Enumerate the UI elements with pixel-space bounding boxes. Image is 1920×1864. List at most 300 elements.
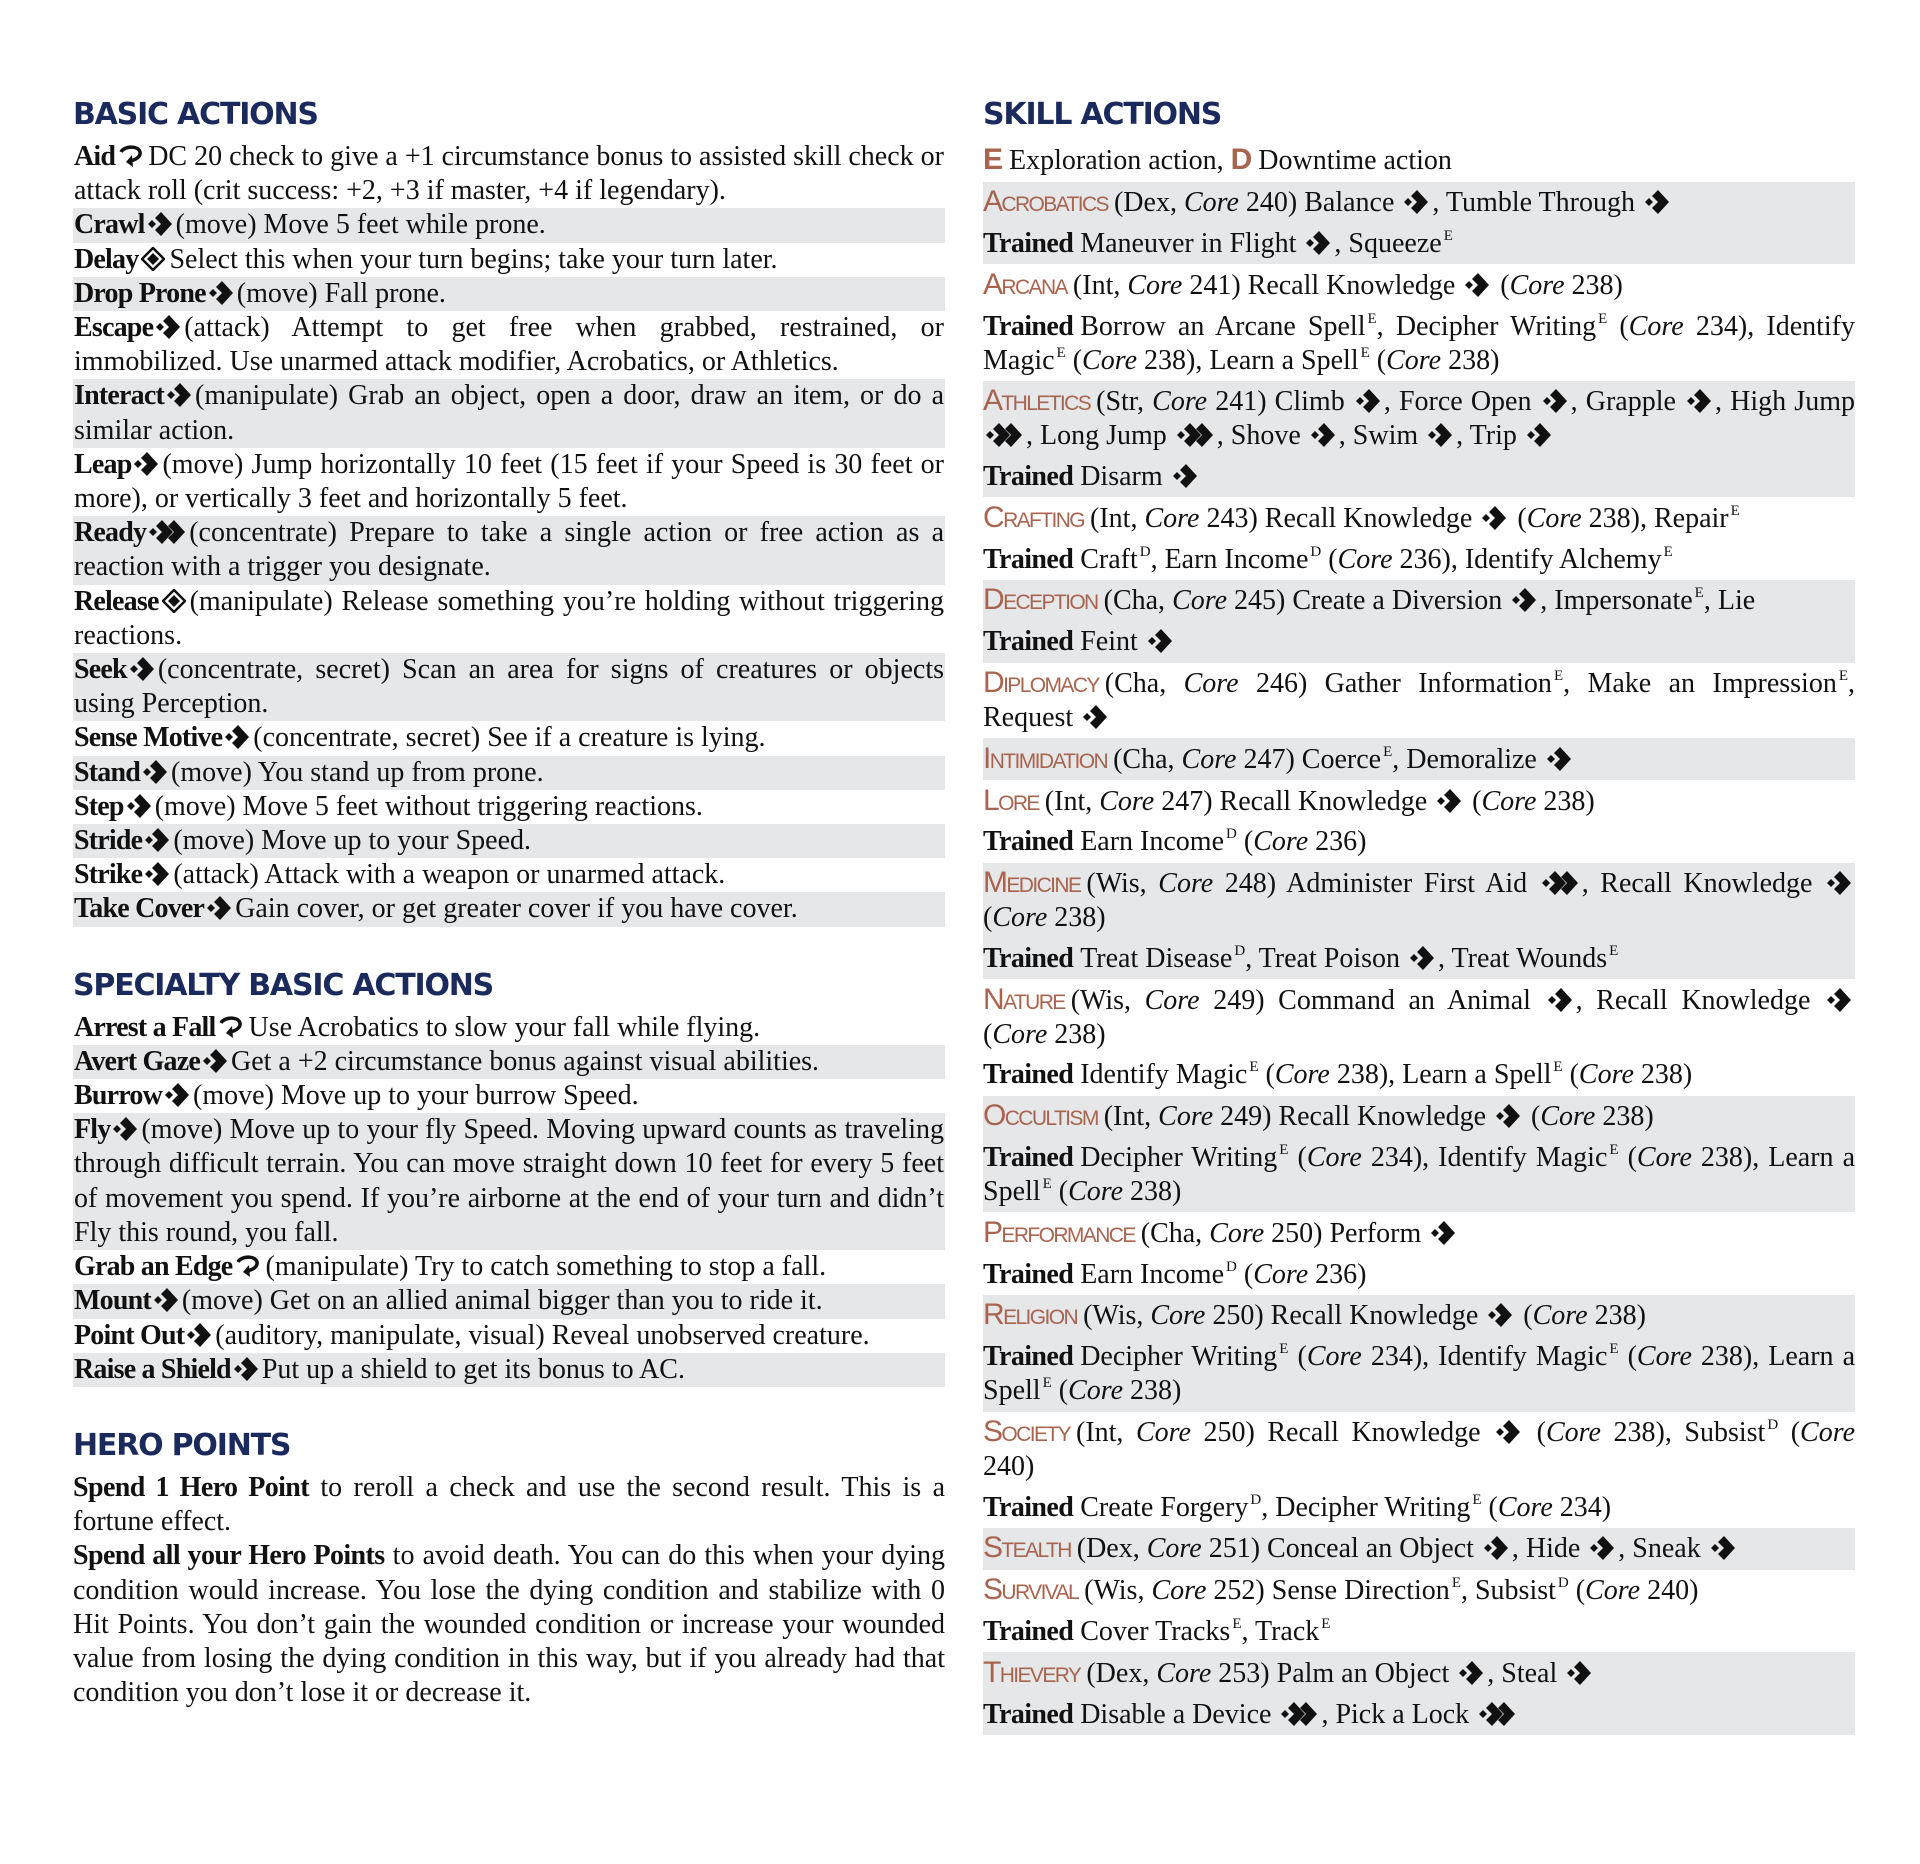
skill-name: Lore bbox=[983, 783, 1039, 817]
skill-deception bbox=[983, 580, 1855, 663]
book-reference: Core bbox=[1337, 543, 1393, 575]
action-description: (move) You stand up from prone. bbox=[171, 756, 544, 788]
book-reference: Core bbox=[1068, 1375, 1124, 1407]
action-name: Sense Motive bbox=[74, 722, 223, 754]
text-segment: (Dex, bbox=[1113, 187, 1184, 219]
text-segment: , Force Open bbox=[1383, 386, 1540, 418]
text-segment: , Recall Knowledge bbox=[1575, 984, 1825, 1016]
book-reference: Core bbox=[1181, 743, 1237, 775]
exploration-marker: E bbox=[1056, 344, 1066, 361]
text-segment: 240) bbox=[1640, 1575, 1699, 1607]
hero-point-rule bbox=[73, 1539, 945, 1710]
skill-name: Performance bbox=[983, 1215, 1135, 1249]
one-action-icon bbox=[1547, 747, 1571, 771]
hero-point-rule bbox=[73, 1471, 945, 1539]
trained-label: Trained bbox=[983, 1142, 1074, 1174]
action-entry bbox=[73, 824, 945, 858]
text-segment: 240) bbox=[983, 1450, 1035, 1482]
skill-name: Deception bbox=[983, 583, 1098, 617]
skill-name: Medicine bbox=[983, 866, 1081, 900]
text-segment: , Subsist bbox=[1460, 1575, 1556, 1607]
exploration-marker: E bbox=[1694, 585, 1704, 602]
text-segment: ( bbox=[1321, 543, 1338, 575]
book-reference: Core bbox=[1183, 187, 1239, 219]
book-reference: Core bbox=[1585, 1575, 1641, 1607]
text-segment: ( bbox=[1524, 1416, 1546, 1448]
one-action-icon bbox=[1496, 1420, 1520, 1444]
skill-name: Crafting bbox=[983, 500, 1085, 534]
text-segment: ( bbox=[1618, 1341, 1637, 1373]
text-segment: 238) bbox=[1595, 1101, 1654, 1133]
text-segment: , Pick a Lock bbox=[1321, 1698, 1477, 1730]
text-segment: 238) bbox=[1123, 1176, 1182, 1208]
exploration-marker: E bbox=[1279, 1341, 1289, 1358]
text-segment: 241) Climb bbox=[1207, 386, 1353, 418]
action-name: Delay bbox=[74, 243, 139, 275]
text-segment: (Wis, bbox=[1084, 1575, 1152, 1607]
exploration-marker: E bbox=[1451, 1575, 1461, 1592]
text-segment: , Grapple bbox=[1570, 386, 1685, 418]
text-segment: , Make an Impression bbox=[1563, 667, 1837, 699]
action-description: Use Acrobatics to slow your fall while flying. bbox=[248, 1011, 761, 1043]
skill-religion bbox=[983, 1295, 1855, 1412]
one-action-icon bbox=[156, 315, 180, 339]
text-segment: ( bbox=[983, 902, 993, 934]
text-segment: , Steal bbox=[1487, 1657, 1565, 1689]
hero-points-section bbox=[73, 1471, 945, 1710]
book-reference: Core bbox=[1636, 1341, 1692, 1373]
text-segment: ( bbox=[1778, 1416, 1801, 1448]
text-segment: 243) Recall Knowledge bbox=[1199, 502, 1480, 534]
action-name: Grab an Edge bbox=[74, 1251, 233, 1283]
action-entry bbox=[73, 379, 945, 447]
text-segment: ( bbox=[983, 1018, 993, 1050]
trained-line bbox=[983, 822, 1855, 863]
book-reference: Core bbox=[992, 1018, 1048, 1050]
text-segment: (Cha, bbox=[1103, 585, 1173, 617]
text-segment: (Int, bbox=[1076, 1416, 1136, 1448]
text-segment: , Treat Wounds bbox=[1438, 942, 1608, 974]
action-entry bbox=[73, 1045, 945, 1079]
text-segment: Treat Disease bbox=[1080, 942, 1233, 974]
trained-label: Trained bbox=[983, 227, 1074, 259]
skill-name: Religion bbox=[983, 1298, 1078, 1332]
skill-name: Stealth bbox=[983, 1531, 1071, 1565]
text-segment: ( bbox=[1510, 502, 1527, 534]
action-description: Get a +2 circumstance bonus against visual abilities. bbox=[230, 1045, 820, 1077]
book-reference: Core bbox=[1540, 1101, 1596, 1133]
book-reference: Core bbox=[1526, 502, 1582, 534]
text-segment: 241) Recall Knowledge bbox=[1182, 269, 1463, 301]
text-segment: 238) bbox=[1633, 1059, 1693, 1091]
text-segment: 248) Administer First Aid bbox=[1213, 868, 1539, 900]
action-description: (move) Move 5 feet while prone. bbox=[175, 209, 546, 241]
book-reference: Core bbox=[1172, 585, 1228, 617]
reaction-icon bbox=[235, 1254, 261, 1278]
action-description: (concentrate, secret) Scan an area for signs of creatures or objects using Perception. bbox=[74, 654, 944, 720]
action-entry bbox=[73, 653, 945, 721]
one-action-icon bbox=[1543, 389, 1567, 413]
skill-thievery bbox=[983, 1652, 1855, 1735]
hero-rule-lead: Spend all your Hero Points bbox=[73, 1540, 385, 1572]
skill-legend bbox=[983, 140, 1855, 182]
skill-line bbox=[983, 1295, 1855, 1337]
action-entry bbox=[73, 721, 945, 755]
skill-line bbox=[983, 580, 1855, 622]
downtime-marker: D bbox=[1250, 1491, 1262, 1508]
exploration-marker: E bbox=[1443, 227, 1453, 244]
exploration-letter: E bbox=[983, 143, 1004, 177]
text-segment: 238), Learn a Spell bbox=[983, 1142, 1855, 1208]
skill-line bbox=[983, 1528, 1855, 1570]
action-description: (concentrate) Prepare to take a single action or free action as a reaction with a trigger you designate. bbox=[74, 517, 944, 583]
exploration-marker: E bbox=[1249, 1059, 1259, 1076]
text-segment: ( bbox=[1516, 1300, 1533, 1332]
skill-crafting bbox=[983, 497, 1855, 580]
action-name: Mount bbox=[74, 1285, 151, 1317]
downtime-marker: D bbox=[1139, 543, 1151, 560]
action-description: (move) Get on an allied animal bigger than you to ride it. bbox=[181, 1285, 823, 1317]
text-segment: 246) Gather Information bbox=[1238, 667, 1552, 699]
trained-line bbox=[983, 1337, 1855, 1412]
skill-name: Diplomacy bbox=[983, 665, 1099, 699]
two-actions-icon bbox=[986, 423, 1022, 447]
skill-intimidation bbox=[983, 738, 1855, 780]
text-segment: 247) Coerce bbox=[1236, 743, 1382, 775]
book-reference: Core bbox=[1253, 1258, 1309, 1290]
text-segment: 251) Conceal an Object bbox=[1201, 1533, 1481, 1565]
skill-line bbox=[983, 663, 1855, 739]
text-segment: ( bbox=[1236, 826, 1254, 858]
text-segment: 234) bbox=[1552, 1491, 1612, 1523]
action-description: (concentrate, secret) See if a creature is lying. bbox=[253, 722, 766, 754]
text-segment: 238) bbox=[1536, 785, 1595, 817]
text-segment: , Tumble Through bbox=[1432, 187, 1642, 219]
one-action-icon bbox=[134, 452, 158, 476]
skill-line bbox=[983, 738, 1855, 780]
trained-line bbox=[983, 1254, 1855, 1295]
book-reference: Core bbox=[1253, 826, 1309, 858]
one-action-icon bbox=[143, 760, 167, 784]
trained-label: Trained bbox=[983, 1341, 1074, 1373]
one-action-icon bbox=[1527, 423, 1551, 447]
book-reference: Core bbox=[1306, 1142, 1362, 1174]
action-name: Ready bbox=[74, 517, 147, 549]
book-reference: Core bbox=[1578, 1059, 1634, 1091]
action-entry bbox=[73, 1079, 945, 1113]
text-segment: , Shove bbox=[1216, 420, 1308, 452]
skill-name: Nature bbox=[983, 982, 1065, 1016]
skill-stealth bbox=[983, 1528, 1855, 1570]
action-entry bbox=[73, 1250, 945, 1284]
action-name: Seek bbox=[74, 654, 127, 686]
exploration-marker: E bbox=[1367, 310, 1377, 327]
text-segment: , Demoralize bbox=[1392, 743, 1544, 775]
reaction-icon bbox=[118, 144, 144, 168]
action-entry bbox=[73, 140, 945, 208]
exploration-marker: E bbox=[1383, 743, 1393, 760]
exploration-marker: E bbox=[1553, 1059, 1563, 1076]
action-entry bbox=[73, 790, 945, 824]
skill-acrobatics bbox=[983, 182, 1855, 265]
one-action-icon bbox=[1827, 988, 1851, 1012]
exploration-marker: E bbox=[1042, 1375, 1052, 1392]
one-action-icon bbox=[113, 1117, 137, 1141]
one-action-icon bbox=[1404, 190, 1428, 214]
action-name: Burrow bbox=[74, 1080, 163, 1112]
skill-occultism bbox=[983, 1096, 1855, 1213]
action-name: Escape bbox=[74, 312, 154, 344]
reaction-icon bbox=[218, 1015, 244, 1039]
action-name: Interact bbox=[74, 380, 165, 412]
text-segment: , Recall Knowledge bbox=[1581, 868, 1825, 900]
hero-rule-lead: Spend 1 Hero Point bbox=[73, 1471, 309, 1503]
one-action-icon bbox=[1711, 1536, 1735, 1560]
text-segment: ( bbox=[1051, 1375, 1069, 1407]
exploration-marker: E bbox=[1663, 543, 1673, 560]
action-name: Avert Gaze bbox=[74, 1045, 200, 1077]
action-description: Put up a shield to get its bonus to AC. bbox=[261, 1353, 685, 1385]
book-reference: Core bbox=[1386, 344, 1442, 376]
action-entry bbox=[73, 516, 945, 584]
skill-medicine bbox=[983, 863, 1855, 980]
text-segment: Earn Income bbox=[1080, 1258, 1225, 1290]
book-reference: Core bbox=[1800, 1416, 1856, 1448]
exploration-marker: E bbox=[1279, 1142, 1289, 1159]
action-name: Step bbox=[74, 790, 124, 822]
text-segment: Disable a Device bbox=[1080, 1698, 1279, 1730]
skill-line bbox=[983, 182, 1855, 224]
one-action-icon bbox=[1306, 231, 1330, 255]
text-segment: (Int, bbox=[1072, 269, 1128, 301]
downtime-marker: D bbox=[1226, 1258, 1237, 1275]
exploration-marker: E bbox=[1609, 1341, 1619, 1358]
action-entry bbox=[73, 1011, 945, 1045]
basic-actions-heading: BASIC ACTIONS bbox=[73, 97, 318, 132]
two-actions-icon bbox=[149, 520, 185, 544]
book-reference: Core bbox=[1158, 1101, 1214, 1133]
text-segment: , Trip bbox=[1456, 420, 1524, 452]
text-segment: 236), Identify Alchemy bbox=[1392, 543, 1662, 575]
text-segment: (Dex, bbox=[1076, 1533, 1147, 1565]
exploration-marker: E bbox=[1360, 344, 1370, 361]
skill-name: Athletics bbox=[983, 384, 1091, 418]
exploration-marker: E bbox=[1609, 1142, 1619, 1159]
action-description: (auditory, manipulate, visual) Reveal unobserved creature. bbox=[215, 1319, 870, 1351]
one-action-icon bbox=[1548, 988, 1572, 1012]
text-segment: , Decipher Writing bbox=[1261, 1491, 1471, 1523]
action-entry bbox=[73, 243, 945, 277]
book-reference: Core bbox=[1156, 1657, 1212, 1689]
text-segment: , Request bbox=[983, 667, 1856, 733]
one-action-icon bbox=[1496, 1104, 1520, 1128]
trained-line bbox=[983, 1694, 1855, 1735]
text-segment: ( bbox=[1051, 1176, 1069, 1208]
skill-name: Acrobatics bbox=[983, 185, 1108, 219]
trained-line bbox=[983, 1487, 1855, 1528]
book-reference: Core bbox=[1152, 386, 1208, 418]
text-segment: 238) bbox=[1441, 344, 1500, 376]
action-entry bbox=[73, 892, 945, 926]
action-entry bbox=[73, 277, 945, 311]
exploration-label: Exploration action, bbox=[1009, 145, 1224, 177]
book-reference: Core bbox=[1497, 1491, 1553, 1523]
action-name: Point Out bbox=[74, 1319, 185, 1351]
text-segment: , Swim bbox=[1338, 420, 1426, 452]
text-segment: 249) Command an Animal bbox=[1199, 984, 1545, 1016]
text-segment: ( bbox=[1288, 1142, 1307, 1174]
text-segment: Create Forgery bbox=[1080, 1491, 1249, 1523]
text-segment: 250) Recall Knowledge bbox=[1205, 1300, 1486, 1332]
one-action-icon bbox=[1687, 389, 1711, 413]
trained-label: Trained bbox=[983, 1616, 1074, 1648]
one-action-icon bbox=[234, 1357, 258, 1381]
book-reference: Core bbox=[1144, 984, 1200, 1016]
text-segment: , Hide bbox=[1511, 1533, 1588, 1565]
one-action-icon bbox=[154, 1288, 178, 1312]
skill-name: Survival bbox=[983, 1573, 1079, 1607]
trained-label: Trained bbox=[983, 1491, 1074, 1523]
text-segment: 238), Learn a Spell bbox=[1329, 1059, 1552, 1091]
book-reference: Core bbox=[1135, 1416, 1191, 1448]
book-reference: Core bbox=[1127, 269, 1183, 301]
book-reference: Core bbox=[1068, 1176, 1124, 1208]
text-segment: (Int, bbox=[1044, 785, 1100, 817]
text-segment: 234), Identify Magic bbox=[1361, 1142, 1608, 1174]
text-segment: 238) bbox=[1047, 902, 1106, 934]
text-segment: (Wis, bbox=[1083, 1300, 1151, 1332]
action-name: Leap bbox=[74, 448, 132, 480]
skill-line bbox=[983, 1652, 1855, 1694]
one-action-icon bbox=[1465, 273, 1489, 297]
downtime-marker: D bbox=[1767, 1416, 1779, 1433]
action-description: Gain cover, or get greater cover if you have cover. bbox=[235, 893, 798, 925]
action-description: (manipulate) Release something you’re holding without triggering reactions. bbox=[74, 585, 944, 651]
text-segment: 238), Learn a Spell bbox=[1137, 344, 1359, 376]
action-description: (move) Jump horizontally 10 feet (15 feet if your Speed is 30 feet or more), or vertically 3 feet and horizontally 5 feet. bbox=[74, 448, 944, 515]
skill-line bbox=[983, 381, 1855, 457]
action-entry bbox=[73, 448, 945, 516]
trained-label: Trained bbox=[983, 626, 1074, 658]
book-reference: Core bbox=[1209, 1217, 1265, 1249]
text-segment: 234), Identify Magic bbox=[983, 310, 1856, 376]
free-action-icon bbox=[162, 589, 186, 613]
trained-label: Trained bbox=[983, 1698, 1074, 1730]
text-segment: , Long Jump bbox=[1026, 420, 1174, 452]
text-segment: , Decipher Writing bbox=[1376, 310, 1597, 342]
action-description: (move) Move up to your Speed. bbox=[173, 825, 532, 857]
book-reference: Core bbox=[1481, 785, 1537, 817]
one-action-icon bbox=[1459, 1661, 1483, 1685]
one-action-icon bbox=[1356, 389, 1380, 413]
action-entry bbox=[73, 1284, 945, 1318]
skill-list bbox=[983, 182, 1855, 1735]
one-action-icon bbox=[1083, 705, 1107, 729]
one-action-icon bbox=[1148, 629, 1172, 653]
text-segment: Decipher Writing bbox=[1080, 1341, 1278, 1373]
one-action-icon bbox=[127, 794, 151, 818]
one-action-icon bbox=[1827, 871, 1851, 895]
trained-label: Trained bbox=[983, 310, 1074, 342]
action-entry bbox=[73, 756, 945, 790]
skill-line bbox=[983, 1096, 1855, 1138]
text-segment: 238), Learn a Spell bbox=[983, 1341, 1855, 1407]
two-actions-icon bbox=[1281, 1702, 1317, 1726]
text-segment: (Int, bbox=[1103, 1101, 1159, 1133]
one-action-icon bbox=[1173, 464, 1197, 488]
action-description: (manipulate) Grab an object, open a door, draw an item, or do a similar action. bbox=[74, 380, 944, 446]
downtime-marker: D bbox=[1234, 942, 1246, 959]
text-segment: 234), Identify Magic bbox=[1361, 1341, 1608, 1373]
text-segment: ( bbox=[1481, 1491, 1498, 1523]
one-action-icon bbox=[203, 1049, 227, 1073]
action-description: (attack) Attempt to get free when grabbed, restrained, or immobilized. Use unarmed attack modifier, Acrobatics, or Athletics. bbox=[74, 312, 944, 378]
skill-lore bbox=[983, 780, 1855, 863]
action-entry bbox=[73, 311, 945, 379]
text-segment: , Impersonate bbox=[1540, 585, 1693, 617]
skill-name: Society bbox=[983, 1414, 1070, 1448]
one-action-icon bbox=[1311, 423, 1335, 447]
exploration-marker: E bbox=[1321, 1616, 1331, 1633]
text-segment: 247) Recall Knowledge bbox=[1154, 785, 1435, 817]
downtime-label: Downtime action bbox=[1258, 145, 1452, 177]
text-segment: ( bbox=[1568, 1575, 1586, 1607]
one-action-icon bbox=[207, 896, 231, 920]
text-segment: (Str, bbox=[1096, 386, 1153, 418]
exploration-marker: E bbox=[1553, 667, 1564, 684]
exploration-marker: E bbox=[1472, 1491, 1482, 1508]
action-name: Aid bbox=[74, 141, 116, 172]
text-segment: Decipher Writing bbox=[1080, 1142, 1278, 1174]
skill-name: Occultism bbox=[983, 1099, 1098, 1133]
text-segment: (Cha, bbox=[1113, 743, 1182, 775]
trained-label: Trained bbox=[983, 826, 1074, 858]
trained-label: Trained bbox=[983, 942, 1074, 974]
one-action-icon bbox=[1488, 1303, 1512, 1327]
text-segment: 236) bbox=[1308, 826, 1367, 858]
book-reference: Core bbox=[1628, 310, 1684, 342]
text-segment: Maneuver in Flight bbox=[1080, 227, 1304, 259]
trained-line bbox=[983, 224, 1855, 265]
action-entry bbox=[73, 208, 945, 242]
text-segment: (Cha, bbox=[1140, 1217, 1210, 1249]
text-segment: 238) bbox=[1047, 1018, 1106, 1050]
action-name: Take Cover bbox=[74, 893, 205, 925]
one-action-icon bbox=[1567, 1661, 1591, 1685]
text-segment: ( bbox=[1562, 1059, 1579, 1091]
one-action-icon bbox=[1482, 506, 1506, 530]
trained-line bbox=[983, 306, 1855, 381]
book-reference: Core bbox=[992, 902, 1048, 934]
downtime-marker: D bbox=[1226, 826, 1237, 843]
text-segment: ( bbox=[1065, 344, 1083, 376]
text-segment: Identify Magic bbox=[1080, 1059, 1248, 1091]
text-segment: ( bbox=[1465, 785, 1482, 817]
hero-rule-text: to avoid death. You can do this when your dying condition would increase. You lose the dying condition and stabilize with 0 Hit Points. You don’t gain the wounded condition or increase your wounded value from losing the dying condition in this way, but if you already had that condition you don’t lose it or decrease it. bbox=[73, 1540, 946, 1709]
book-reference: Core bbox=[1306, 1341, 1362, 1373]
one-action-icon bbox=[1431, 1221, 1455, 1245]
action-entry bbox=[73, 1353, 945, 1387]
text-segment: 250) Perform bbox=[1264, 1217, 1429, 1249]
text-segment: , Lie bbox=[1703, 585, 1756, 617]
text-segment: Craft bbox=[1080, 543, 1138, 575]
text-segment: (Cha, bbox=[1104, 667, 1184, 699]
one-action-icon bbox=[1484, 1536, 1508, 1560]
text-segment: ( bbox=[1288, 1341, 1307, 1373]
one-action-icon bbox=[1645, 190, 1669, 214]
text-segment: Borrow an Arcane Spell bbox=[1080, 310, 1366, 342]
text-segment: , Sneak bbox=[1618, 1533, 1708, 1565]
